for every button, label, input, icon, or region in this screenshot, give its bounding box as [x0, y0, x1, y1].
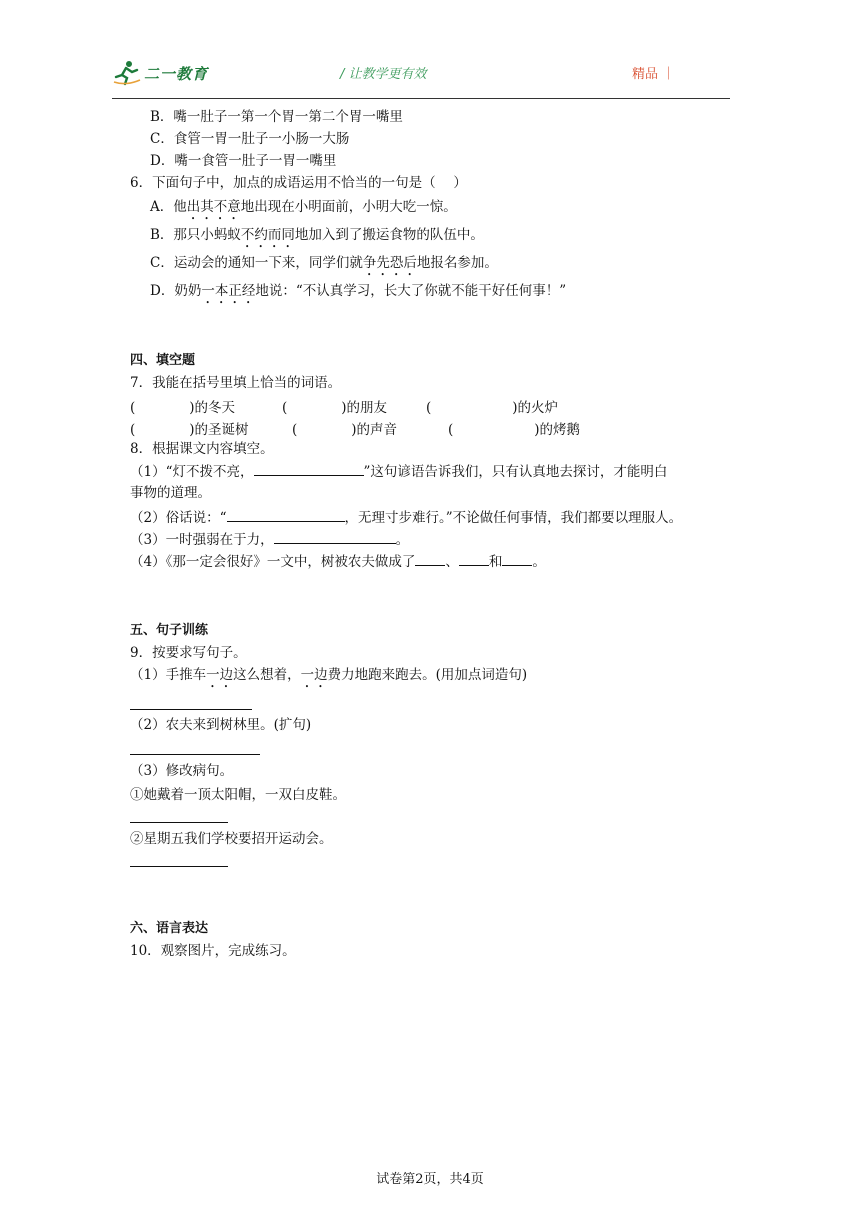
- q9-part1: [130, 666, 527, 691]
- q8-part1: [130, 462, 667, 481]
- q7-blank-tree[interactable]: ( )的圣诞树: [130, 422, 249, 438]
- q6-option-b: [130, 226, 484, 251]
- q8-p4-pre: （4）《那一定会很好》一文中，树被农夫做成了: [130, 554, 416, 570]
- q6-c-post: 地报名参加。: [416, 255, 498, 271]
- q9-p1-dot2: 一边: [300, 667, 328, 683]
- q9-part2: （2）农夫来到树林里。(扩句): [130, 717, 312, 733]
- q8-p4-sep2: 和: [488, 554, 503, 570]
- q10-stem: 10．观察图片，完成练习。: [130, 943, 296, 959]
- q6-d-pre: D．奶奶: [150, 283, 202, 299]
- q8-part4: [130, 552, 546, 571]
- q6-b-post: 地加入到了搬运食物的队伍中。: [294, 227, 484, 243]
- q9-p3-2-answer-line[interactable]: [130, 866, 228, 867]
- q8-p2-blank[interactable]: [227, 508, 345, 522]
- q6-d-post: 地说：“不认真学习，长大了你就不能干好任何事！”: [255, 283, 567, 299]
- q8-p4-blank3[interactable]: [502, 552, 532, 566]
- q8-p4-blank2[interactable]: [459, 552, 489, 566]
- page-header: [112, 56, 730, 99]
- q7-stem: 7．我能在括号里填上恰当的词语。: [130, 375, 342, 391]
- q8-p4-sep1: 、: [445, 554, 459, 570]
- q9-p1-dot1: 一边: [206, 667, 234, 683]
- q9-p1-answer-line[interactable]: [130, 709, 252, 710]
- section6-title: 六、语言表达: [130, 921, 209, 936]
- q9-p1-c: 费力地跑来跑去。(用加点词造句): [327, 667, 528, 683]
- q6-d-idiom: 一本正经: [201, 283, 256, 299]
- q9-part3-1: ①她戴着一顶太阳帽，一双白皮鞋。: [130, 787, 346, 803]
- q7-blank-winter[interactable]: ( )的冬天: [130, 400, 236, 416]
- q6-b-pre: B．那只小蚂蚁: [150, 227, 241, 243]
- q9-p2-answer-line[interactable]: [130, 754, 260, 755]
- q7-blank-goose[interactable]: ( )的烤鹅: [448, 422, 581, 438]
- q8-p4-end: 。: [532, 554, 546, 570]
- q5-option-c: C．食管一胃一肚子一小肠一大肠: [150, 131, 350, 147]
- q8-p3-blank[interactable]: [274, 530, 396, 544]
- q6-a-pre: A．他: [150, 199, 187, 215]
- q5-option-b: B．嘴一肚子一第一个胃一第二个胃一嘴里: [150, 109, 403, 125]
- q6-c-idiom: 争先恐后: [362, 255, 417, 271]
- q8-p2-post: ，无理寸步难行。”不论做任何事情，我们都要以理服人。: [344, 510, 683, 526]
- q6-a-post: 地出现在小明面前，小明大吃一惊。: [240, 199, 457, 215]
- q7-blank-friend[interactable]: ( )的朋友: [282, 400, 388, 416]
- q8-p4-blank1[interactable]: [415, 552, 445, 566]
- q7-blank-stove[interactable]: ( )的火炉: [426, 400, 559, 416]
- logo-text: 二一教育: [144, 64, 209, 83]
- runner-logo-icon: [112, 60, 142, 86]
- q9-part3-2: ②星期五我们学校要招开运动会。: [130, 831, 333, 847]
- q8-p1-blank[interactable]: [254, 462, 364, 476]
- q8-p1-cont: 事物的道理。: [130, 485, 211, 501]
- q6-c-pre: C．运动会的通知一下来，同学们就: [150, 255, 363, 271]
- q6-a-idiom: 出其不意: [186, 199, 241, 215]
- q9-p3-1-answer-line[interactable]: [130, 822, 228, 823]
- q6-stem: 6．下面句子中，加点的成语运用不恰当的一句是（ ）: [130, 175, 467, 191]
- page-footer: 试卷第2页，共4页: [376, 1172, 484, 1187]
- q8-stem: 8．根据课文内容填空。: [130, 441, 274, 457]
- logo: [112, 60, 208, 86]
- q8-p2-pre: （2）俗话说：“: [130, 510, 227, 526]
- section4-title: 四、填空题: [130, 353, 196, 368]
- q6-option-c: [130, 254, 498, 279]
- q8-p1-post: ”这句谚语告诉我们，只有认真地去探讨，才能明白: [363, 464, 668, 480]
- header-slogan: / 让教学更有效: [340, 67, 427, 82]
- section5-title: 五、句子训练: [130, 623, 209, 638]
- q8-p3-post: 。: [395, 532, 410, 548]
- q6-b-idiom: 不约而同: [240, 227, 295, 243]
- q7-blank-voice[interactable]: ( )的声音: [292, 422, 398, 438]
- q8-part2: [130, 508, 682, 527]
- header-premium-tag: 精品 ｜: [632, 67, 676, 82]
- q8-p3-pre: （3）一时强弱在于力，: [130, 532, 274, 548]
- q9-part3: （3）修改病句。: [130, 763, 234, 779]
- q6-option-d: [130, 282, 566, 307]
- q9-p1-a: （1）手推车: [130, 667, 207, 683]
- q9-p1-b: 这么想着，: [233, 667, 301, 683]
- q8-part3: [130, 530, 409, 549]
- q5-option-d: D．嘴一食管一肚子一胃一嘴里: [150, 153, 337, 169]
- q6-option-a: [130, 198, 457, 223]
- q8-p1-pre: （1）“灯不拨不亮，: [130, 464, 254, 480]
- q9-stem: 9．按要求写句子。: [130, 645, 247, 661]
